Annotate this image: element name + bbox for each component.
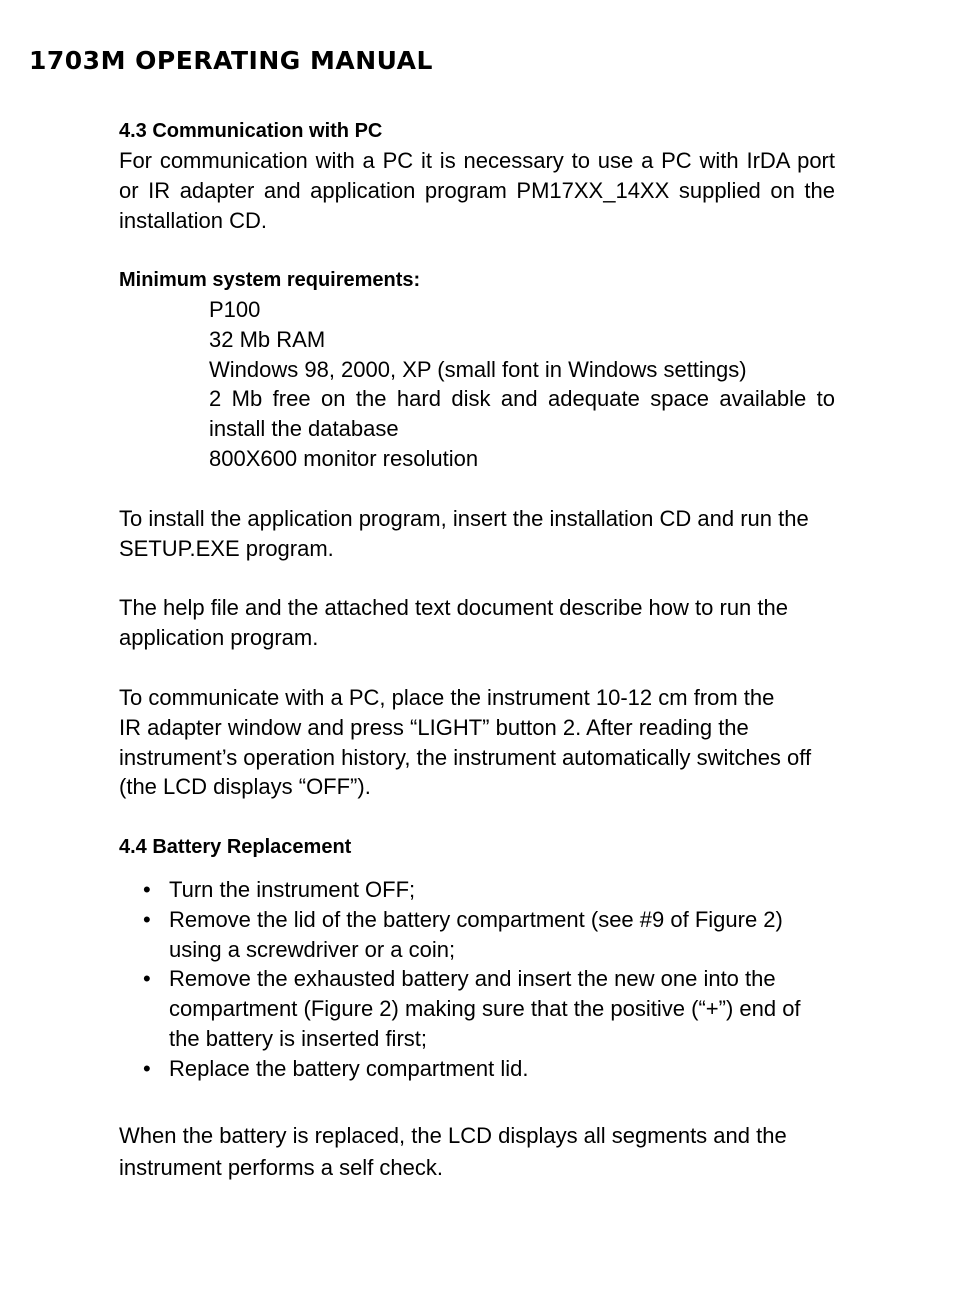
requirement-item: 32 Mb RAM [209,326,326,352]
closing-paragraph [119,1120,835,1184]
install-paragraph [119,504,835,564]
battery-step-item [143,875,823,905]
requirement-item: P100 [209,297,261,322]
communicate-line: (the LCD displays “OFF”). [119,774,371,800]
closing-line: When the battery is replaced, the LCD displays all segments and the [119,1123,787,1148]
requirement-item: Windows 98, 2000, XP (small font in Windows settings) [209,356,747,382]
bullet-icon: • [143,966,151,992]
requirements-list [209,295,835,474]
battery-step-item [143,964,823,1053]
communicate-line: IR adapter window and press “LIGHT” button 2. After reading the [119,714,749,740]
battery-step-line: Remove the lid of the battery compartment (see #9 of Figure 2) [169,906,783,932]
battery-steps-list [143,875,823,1084]
help-line: The help file and the attached text document describe how to run the [119,595,788,620]
battery-step-line: Turn the instrument OFF; [169,877,416,902]
battery-step-item [143,905,823,965]
battery-step-item [143,1054,823,1084]
install-line: To install the application program, insert the installation CD and run the [119,506,809,531]
section-4-3-intro-paragraph: For communication with a PC it is necessary to use a PC with IrDA port or IR adapter and application program PM17XX_14XX supplied on the installation CD. [119,148,835,233]
requirements-heading: Minimum system requirements: [119,269,421,291]
section-heading-4-4: 4.4 Battery Replacement [119,836,352,858]
communicate-paragraph [119,683,835,802]
battery-step-line: using a screwdriver or a coin; [169,936,456,962]
section-heading-4-3: 4.3 Communication with PC [119,120,383,142]
communicate-line: To communicate with a PC, place the instrument 10-12 cm from the [119,685,775,710]
battery-step-line: Replace the battery compartment lid. [169,1055,529,1081]
install-line: SETUP.EXE program. [119,535,334,561]
battery-step-line: Remove the exhausted battery and insert the new one into the [169,966,776,992]
battery-step-line: compartment (Figure 2) making sure that the positive (“+”) end of [169,996,801,1022]
page-header-title: 1703M OPERATING MANUAL [29,46,433,75]
help-paragraph [119,593,835,653]
help-line: application program. [119,624,319,650]
battery-step-line: the battery is inserted first; [169,1025,427,1051]
bullet-icon: • [143,877,151,902]
requirement-item: 800X600 monitor resolution [209,445,479,471]
requirement-item: 2 Mb free on the hard disk and adequate space available to install the database [209,386,835,442]
closing-line: instrument performs a self check. [119,1155,444,1180]
communicate-line: instrument’s operation history, the instrument automatically switches off [119,744,812,770]
bullet-icon: • [143,906,151,932]
bullet-icon: • [143,1055,151,1081]
